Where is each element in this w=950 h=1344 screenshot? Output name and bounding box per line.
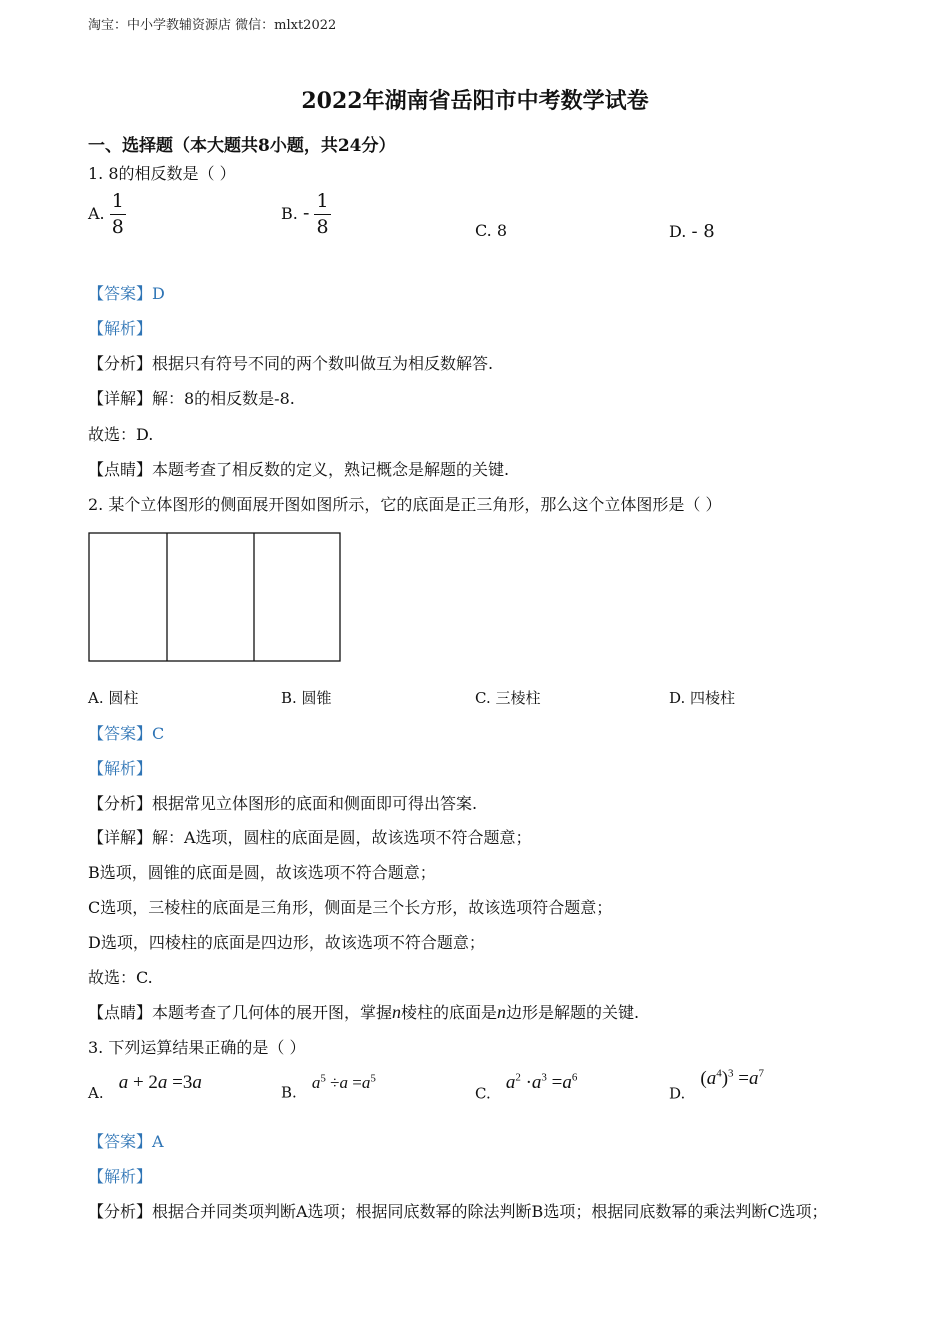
- math-n: n: [497, 1002, 507, 1022]
- section-heading: 一、选择题（本大题共8小题，共24分）: [88, 136, 396, 156]
- q3-option-b: [281, 1072, 376, 1102]
- option-label: A.: [88, 1084, 104, 1102]
- q2-comment: 【点睛】本题考查了几何体的展开图，掌握n棱柱的底面是n边形是解题的关键.: [88, 1002, 640, 1022]
- formula-a: a + 2a =3a: [118, 1072, 202, 1093]
- formula-c: $a^2 \cdot a^3 =a^6$: [505, 1072, 578, 1094]
- q3-option-c: [475, 1072, 577, 1102]
- q1-stem: 1. 8的相反数是（ ）: [88, 164, 236, 183]
- q2-option-b: B. 圆锥: [281, 689, 332, 707]
- fraction: $\frac{1}{8}$: [111, 190, 124, 238]
- option-value: - 8: [691, 221, 715, 242]
- option-label: B.: [281, 204, 298, 223]
- net-outline: [89, 533, 340, 661]
- q1-analysis: 【解析】: [88, 319, 153, 338]
- q3-fenxi: 【分析】根据合并同类项判断A选项；根据同底数幂的除法判断B选项；根据同底数幂的乘法判断C选项；: [88, 1202, 828, 1221]
- page-header: 淘宝：中小学教辅资源店 微信：mlxt2022: [88, 18, 337, 33]
- formula-b: $a^5 \div a =a^5$: [311, 1072, 376, 1092]
- q2-line-c: C选项，三棱柱的底面是三角形，侧面是三个长方形，故该选项符合题意；: [88, 898, 613, 917]
- q2-option-c: C. 三棱柱: [475, 689, 541, 707]
- q1-choose: 故选：D.: [88, 425, 154, 444]
- q3-option-a: [88, 1072, 202, 1102]
- q1-option-d: [669, 221, 715, 242]
- q1-answer: 【答案】D: [88, 284, 165, 303]
- q1-option-b: [281, 192, 331, 237]
- q2-option-d: D. 四棱柱: [669, 689, 736, 707]
- q3-analysis: 【解析】: [88, 1167, 153, 1186]
- q2-choose: 故选：C.: [88, 968, 153, 987]
- formula-d: $(a^4)^3 =a^7$: [700, 1068, 764, 1090]
- option-label: C.: [475, 1084, 491, 1103]
- fraction: $\frac{1}{8}$: [316, 190, 329, 238]
- option-label: A.: [88, 204, 105, 223]
- q2-option-a: A. 圆柱: [88, 689, 139, 707]
- q3-option-d: [669, 1068, 764, 1102]
- q2-line-d: D选项，四棱柱的底面是四边形，故该选项不符合题意；: [88, 933, 485, 952]
- math-n: n: [392, 1002, 402, 1022]
- q3-stem: 3. 下列运算结果正确的是（ ）: [88, 1038, 306, 1057]
- q2-analysis: 【解析】: [88, 759, 153, 778]
- page-title: 2022年湖南省岳阳市中考数学试卷: [301, 88, 649, 114]
- q1-fenxi: 【分析】根据只有符号不同的两个数叫做互为相反数解答.: [88, 354, 494, 373]
- q3-answer: 【答案】A: [88, 1132, 164, 1151]
- option-label: D.: [669, 1084, 686, 1103]
- q1-detail: 【详解】解：8的相反数是-8.: [88, 389, 295, 408]
- q1-option-a: [88, 192, 126, 237]
- option-label: B.: [281, 1083, 297, 1102]
- option-label: D.: [669, 222, 687, 241]
- q2-detail: 【详解】解：A选项，圆柱的底面是圆，故该选项不符合题意；: [88, 828, 532, 847]
- minus-sign: -: [302, 202, 310, 224]
- q2-fenxi: 【分析】根据常见立体图形的底面和侧面即可得出答案.: [88, 794, 478, 813]
- net-figure: [86, 530, 346, 666]
- q1-option-c: C. 8: [475, 221, 508, 240]
- q2-stem: 2. 某个立体图形的侧面展开图如图所示，它的底面是正三角形，那么这个立体图形是（ ）: [88, 495, 722, 514]
- q1-comment: 【点睛】本题考查了相反数的定义，熟记概念是解题的关键.: [88, 460, 510, 479]
- q2-line-b: B选项，圆锥的底面是圆，故该选项不符合题意；: [88, 863, 436, 882]
- q2-answer: 【答案】C: [88, 724, 165, 743]
